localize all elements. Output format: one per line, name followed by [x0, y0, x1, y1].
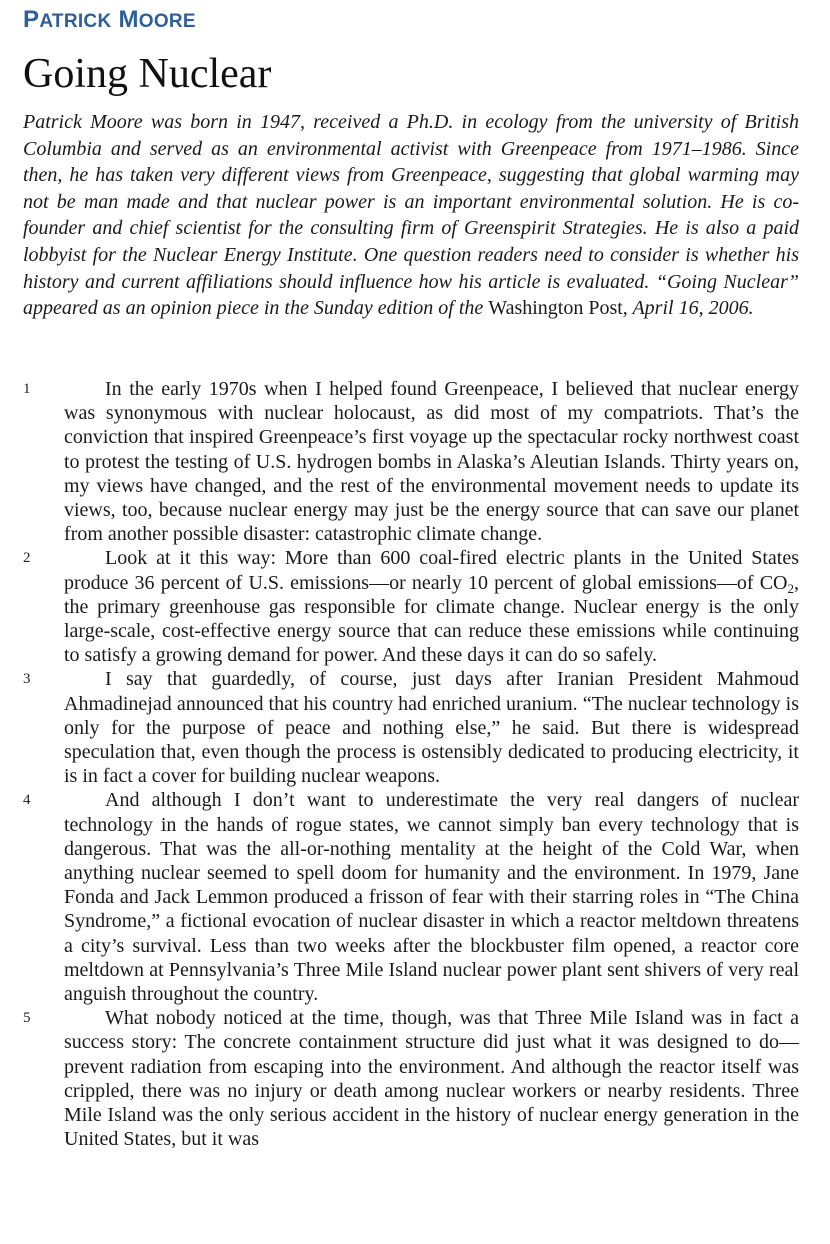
paragraph-number: 5 — [23, 1010, 31, 1027]
paragraph-text: In the early 1970s when I helped found Greenpeace, I believed that nuclear energy was synonymous with nuclear holocaust, as did most of my compatriots. That’s the conviction that inspired Greenpeace’s first voyage up the spectacular rocky northwest coast to protest the testing of U.S. hydrogen bombs in Alaska’s Aleutian Islands. Thirty years on, my views have changed, and the rest of the environmental movement needs to update its views, too, because nuclear energy may just be the energy source that can save our planet from another possible disaster: catastrophic climate change. — [64, 378, 799, 546]
paragraph-text: What nobody noticed at the time, though, was that Three Mile Island was in fact a success story: The concrete containment structure did just what it was designed to do—prevent radiation from escaping into the environment. And although the reactor itself was crippled, there was no injury or death among nuclear workers or nearby residents. Three Mile Island was the only serious accident in the history of nuclear energy generation in the United States, but it was — [64, 1007, 799, 1151]
paragraph — [23, 1006, 799, 1151]
paragraph — [23, 788, 799, 1006]
paragraph-number: 2 — [23, 550, 31, 567]
author-last-initial: M — [118, 6, 139, 33]
paragraph-number: 3 — [23, 671, 31, 688]
article-title: Going Nuclear — [23, 51, 272, 97]
paragraph-text: I say that guardedly, of course, just days after Iranian President Mahmoud Ahmadinejad announced that his country had enriched uranium. “The nuclear technology is only for the purpose of peace and nothing else,” he said. But there is widespread speculation that, even though the process is ostensibly dedicated to producing electricity, it is in fact a cover for building nuclear weapons. — [64, 668, 799, 788]
paragraph-text: And although I don’t want to underestimate the very real dangers of nuclear technology in the hands of rogue states, we cannot simply ban every technology that is dangerous. That was the all-or-nothing mentality at the height of the Cold War, when anything nuclear seemed to spell doom for humanity and the environment. In 1979, Jane Fonda and Jack Lemmon produced a frisson of fear with their starring roles in “The China Syndrome,” a fictional evocation of nuclear disaster in which a reactor meltdown threatens a city’s survival. Less than two weeks after the blockbuster film opened, a reactor core meltdown at Pennsylvania’s Three Mile Island nuclear power plant sent shivers of very real anguish throughout the country. — [64, 789, 799, 1006]
paragraph — [23, 546, 799, 667]
paragraph-text-part: Look at it this way: More than 600 coal-fired electric plants in the United States produce 36 percent of U.S. emissions—or nearly 10 percent of global emissions—of CO — [64, 547, 799, 594]
paragraph — [23, 667, 799, 788]
essay-body — [23, 377, 799, 1152]
author-last-rest: OORE — [138, 11, 196, 32]
headnote — [23, 109, 799, 322]
author-first-initial: P — [23, 6, 40, 33]
headnote-date: April 16, 2006. — [632, 297, 754, 320]
paragraph-text — [64, 546, 799, 667]
co2-subscript: 2 — [787, 580, 794, 596]
author-name — [23, 6, 196, 34]
headnote-publication: Washington Post, — [488, 297, 628, 320]
paragraph-text-part: , the primary greenhouse gas responsible for climate change. Nuclear energy is the only large-scale, cost-effective energy source that can reduce these emissions while continuing to satisfy a growing demand for power. And these days it can do so safely. — [64, 571, 799, 667]
headnote-text: Patrick Moore was born in 1947, received a Ph.D. in ecology from the university of British Columbia and served as an environmental activist with Greenpeace from 1971–1986. Since then, he has taken very different views from Greenpeace, suggesting that global warming may not be man made and that nuclear power is an important environmental solution. He is co-founder and chief scientist for the consulting firm of Greenspirit Strategies. He is also a paid lobbyist for the Nuclear Energy Institute. One question readers need to consider is whether his history and current affiliations should influence how his article is evaluated. “Going Nuclear” appeared as an opinion piece in the Sunday edition of the — [23, 111, 799, 320]
paragraph-number: 1 — [23, 381, 31, 397]
paragraph-number: 4 — [23, 792, 31, 809]
paragraph — [23, 377, 799, 546]
author-first-rest: ATRICK — [39, 11, 112, 32]
